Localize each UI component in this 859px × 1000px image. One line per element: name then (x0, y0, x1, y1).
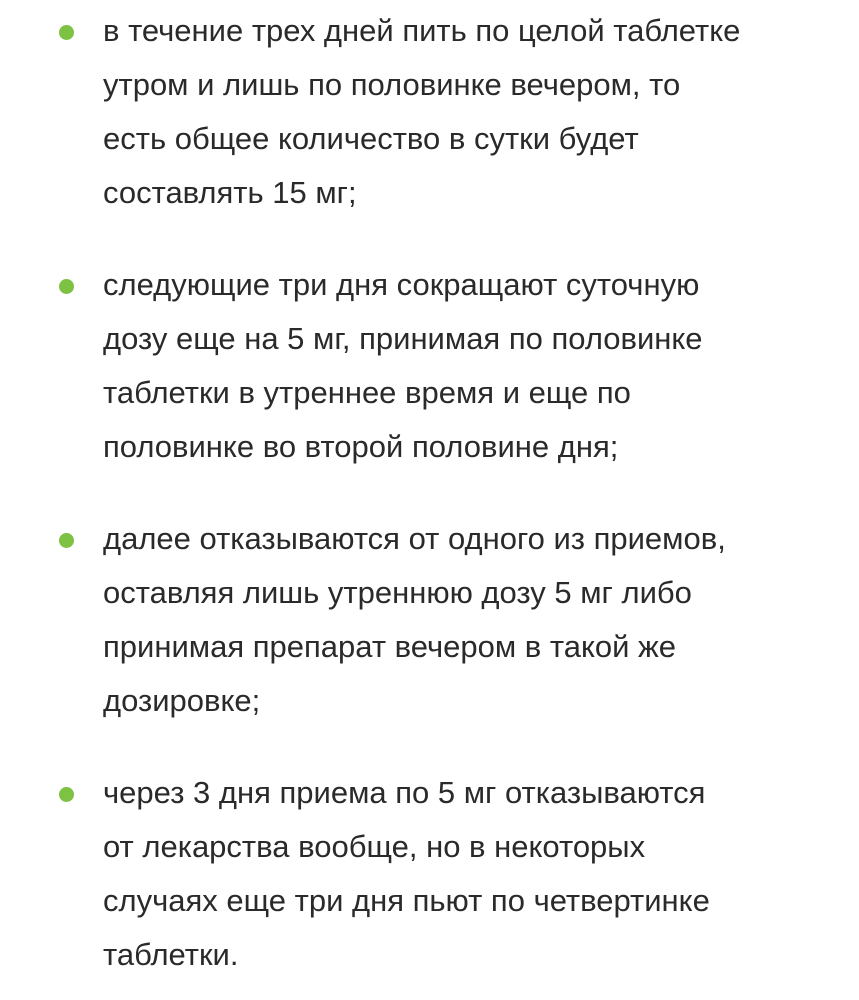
text-line: таблетки. (103, 937, 239, 972)
text-line: принимая препарат вечером в такой же (103, 629, 677, 664)
text-line: составлять 15 мг; (103, 175, 357, 210)
text-line: оставляя лишь утреннюю дозу 5 мг либо (103, 575, 692, 610)
list-item-text (103, 512, 843, 728)
green-bullet-icon (59, 279, 74, 294)
list-item-text (103, 766, 843, 982)
text-line: утром и лишь по половинке вечером, то (103, 67, 681, 102)
green-bullet-icon (59, 787, 74, 802)
green-bullet-icon (59, 25, 74, 40)
list-item-text (103, 258, 843, 474)
list-item-text (103, 4, 843, 220)
text-line: дозу еще на 5 мг, принимая по половинке (103, 321, 703, 356)
text-line: далее отказываются от одного из приемов, (103, 521, 726, 556)
text-line: половинке во второй половине дня; (103, 429, 619, 464)
text-line: есть общее количество в сутки будет (103, 121, 639, 156)
text-line: случаях еще три дня пьют по четвертинке (103, 883, 710, 918)
green-bullet-icon (59, 533, 74, 548)
text-line: таблетки в утреннее время и еще по (103, 375, 631, 410)
text-line: от лекарства вообще, но в некоторых (103, 829, 646, 864)
text-line: в течение трех дней пить по целой таблетке (103, 13, 741, 48)
text-line: через 3 дня приема по 5 мг отказываются (103, 775, 706, 810)
text-line: дозировке; (103, 683, 261, 718)
text-line: следующие три дня сокращают суточную (103, 267, 700, 302)
